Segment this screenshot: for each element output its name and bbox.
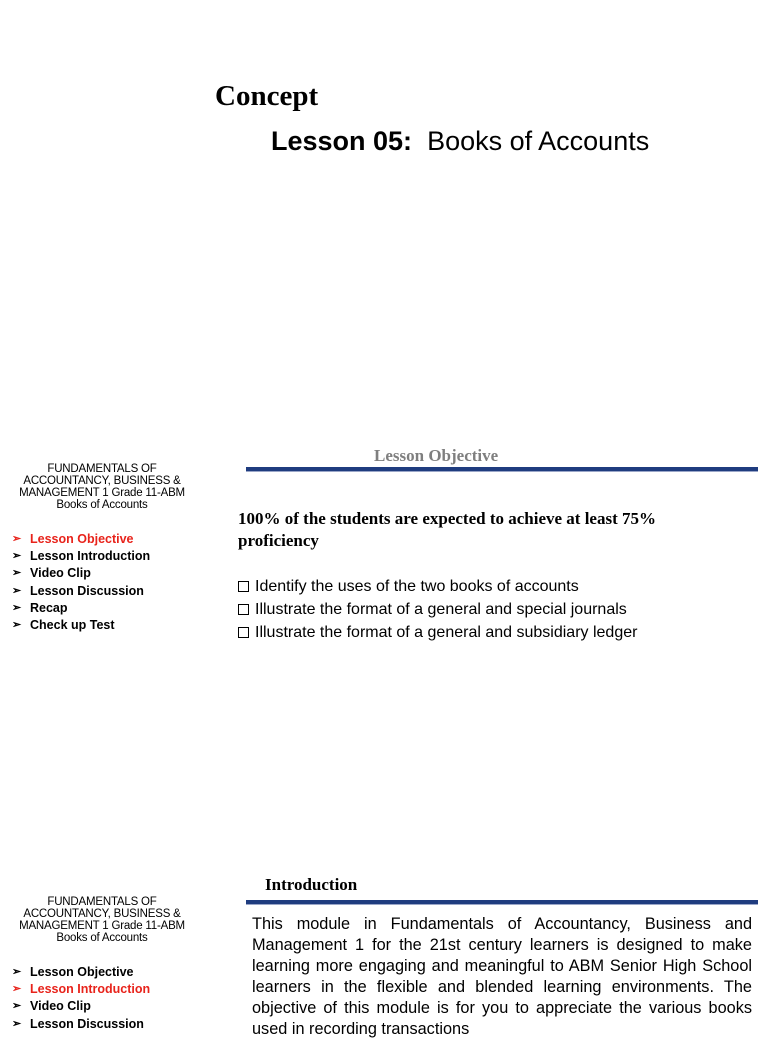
lesson-objective-heading: Lesson Objective	[374, 446, 499, 465]
sidebar-nav	[12, 531, 150, 634]
objective-item: Identify the uses of the two books of accounts	[238, 575, 637, 598]
objective-list	[238, 575, 637, 644]
course-title-line: ACCOUNTANCY, BUSINESS &	[23, 908, 181, 920]
course-title-line: MANAGEMENT 1 Grade 11-ABM	[19, 920, 185, 932]
lesson-name: Books of Accounts	[427, 126, 650, 156]
nav-item-lesson-objective[interactable]: ➢ Lesson Objective	[12, 964, 150, 981]
introduction-text: This module in Fundamentals of Accountancy, Business and Management 1 for the 21st century learners is designed to make learning more engaging and meaningful to ABM Senior High School learners in the flexible and blended learning environments. The objective of this module is for you to appreciate the various books used in recording transactions	[252, 915, 752, 1038]
nav-item-lesson-introduction[interactable]: ➢ Lesson Introduction	[12, 981, 150, 998]
sidebar-nav	[12, 964, 150, 1033]
arrow-icon: ➢	[12, 533, 22, 545]
arrow-icon: ➢	[12, 601, 22, 614]
heading-rule	[246, 900, 758, 905]
objective-item: Illustrate the format of a general and subsidiary ledger	[238, 621, 637, 644]
arrow-icon: ➢	[12, 567, 22, 580]
lesson-title	[271, 126, 649, 157]
course-title-line: ACCOUNTANCY, BUSINESS &	[23, 475, 181, 487]
course-title-line: MANAGEMENT 1 Grade 11-ABM	[19, 487, 185, 499]
nav-item-check-up-test[interactable]: ➢ Check up Test	[12, 617, 150, 634]
course-title-line: Books of Accounts	[56, 932, 148, 944]
checkbox-icon	[238, 581, 249, 592]
introduction-heading: Introduction	[265, 875, 358, 894]
checkbox-icon	[238, 627, 249, 638]
checkbox-icon	[238, 604, 249, 615]
sidebar-course-title	[13, 896, 191, 944]
nav-item-lesson-discussion[interactable]: ➢ Lesson Discussion	[12, 1016, 150, 1033]
arrow-icon: ➢	[12, 966, 22, 978]
nav-item-lesson-introduction[interactable]: ➢ Lesson Introduction	[12, 548, 150, 565]
objective-item: Illustrate the format of a general and special journals	[238, 598, 637, 621]
nav-item-recap[interactable]: ➢ Recap	[12, 600, 150, 617]
arrow-icon: ➢	[12, 1017, 22, 1030]
arrow-icon: ➢	[12, 983, 22, 996]
nav-item-video-clip[interactable]: ➢ Video Clip	[12, 565, 150, 582]
heading-rule	[246, 467, 758, 472]
course-title-line: FUNDAMENTALS OF	[47, 896, 157, 908]
sidebar-course-title	[13, 463, 191, 511]
course-title-line: FUNDAMENTALS OF	[47, 463, 157, 475]
arrow-icon: ➢	[12, 584, 22, 597]
course-title-line: Books of Accounts	[56, 499, 148, 511]
nav-item-lesson-objective[interactable]: ➢ Lesson Objective	[12, 531, 150, 548]
objective-statement: 100% of the students are expected to achieve at least 75% proficiency	[238, 509, 657, 550]
arrow-icon: ➢	[12, 550, 22, 563]
lesson-number: Lesson 05:	[271, 126, 413, 156]
nav-item-video-clip[interactable]: ➢ Video Clip	[12, 998, 150, 1015]
nav-item-lesson-discussion[interactable]: ➢ Lesson Discussion	[12, 583, 150, 600]
arrow-icon: ➢	[12, 1000, 22, 1013]
arrow-icon: ➢	[12, 619, 22, 632]
concept-title: Concept	[215, 80, 319, 112]
